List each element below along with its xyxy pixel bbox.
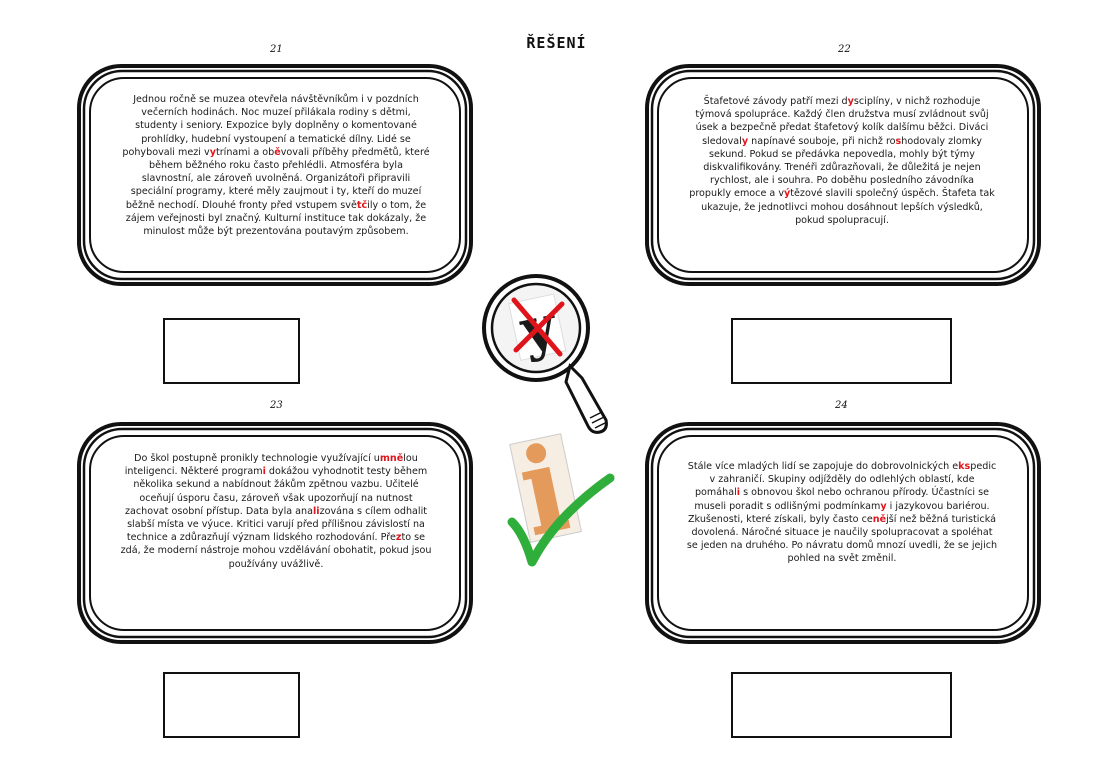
checked-letter: i: [552, 524, 555, 527]
text-segment: Štafetové závody patří mezi d: [703, 96, 848, 107]
highlighted-answer: ý: [784, 188, 791, 200]
text-segment: to se zdá, že moderní nástroje mohou vzdělávání obohatit, pokud jsou používány uvážlivě.: [120, 532, 432, 570]
page-title: ŘEŠENÍ: [526, 34, 587, 52]
highlighted-answer: y: [741, 135, 749, 147]
magnifier-icon: [478, 270, 618, 438]
text-segment: Do škol postupně pronikly technologie využívající u: [134, 453, 380, 464]
highlighted-answer: ě: [274, 146, 281, 158]
exercise-number-23: 23: [270, 400, 283, 411]
text-segment: s obnovou škol nebo ochranou přírody. Účastníci se museli poradit s odlišnými podmínkam: [694, 487, 990, 512]
answer-box-23[interactable]: [163, 672, 300, 738]
text-segment: trínami a ob: [215, 146, 275, 158]
text-segment: sciplíny, v nichž rozhoduje týmová spolupráce. Každý člen družstva musí zvládnout svůj úsek a bezpečně předat štafetový kolík dalšímu běžci. Diváci sledoval: [695, 96, 989, 147]
text-segment: i jazykovou bariérou. Zkušenosti, které získali, byly často ce: [687, 500, 990, 525]
text-segment: ily o tom, že zájem veřejnosti byl značný. Kulturní instituce tak dokázaly, že minulost může být prezentována poutavým způsobem.: [125, 199, 427, 238]
highlighted-answer: y: [209, 146, 216, 158]
highlighted-answer: mně: [379, 453, 404, 464]
highlighted-answer: z: [395, 532, 402, 544]
text-segment: pedic v zahraničí. Skupiny odjížděly do odlehlých oblastí, kde pomáhal: [694, 461, 997, 499]
highlighted-answer: tč: [356, 199, 368, 211]
exercise-text-24: [686, 460, 998, 566]
highlighted-answer: s: [895, 135, 902, 147]
exercise-number-21: 21: [270, 44, 283, 55]
exercise-text-23: [120, 452, 432, 571]
text-segment: jší než běžná turistická dovolená. Náročné situace je naučily spolupracovat a spoléhat se jeden na druhého. Po návratu domů mnozí uvedli, že se jejich pohled na svět změnil.: [686, 513, 998, 565]
text-segment: zována s cílem odhalit slabší místa ve výuce. Kritici varují před přílišnou závislostí na technice a zdůrazňují význam lidského rozhodování. Pře: [126, 505, 428, 544]
text-segment: Stále více mladých lidí se zapojuje do dobrovolnických e: [687, 461, 959, 472]
highlighted-answer: li: [313, 505, 320, 517]
text-segment: hodovaly zlomky sekund. Pokud se předávka nepovedla, mohly být týmy diskvalifikovány. Trenéři zdůrazňovali, že důležitá je nejen rychlost, ale i souhra. Po doběhu posledního závodníka propukly emoce a v: [689, 135, 982, 200]
text-segment: dokážou vyhodnotit testy během několika sekund a nabídnout žákům zpětnou vazbu. Učitelé oceňují úsporu času, zároveň však upozorňují na nutnost zachovat osobní přístup. Data byla ana: [124, 466, 428, 517]
exercise-text-22: [688, 95, 996, 227]
text-segment: vovali příběhy předmětů, které během běžného roku často přehlédli. Atmosféra byla slavnostní, ale zároveň uvolněná. Organizátoři připravili speciální programy, které měly zaujmout i ty, kteří do muzeí běžně nechodí. Dlouhé fronty před vstupem svě: [125, 146, 430, 211]
exercise-number-24: 24: [835, 400, 848, 411]
highlighted-answer: ks: [958, 461, 971, 472]
highlighted-answer: y: [880, 500, 887, 512]
highlighted-answer: i: [736, 487, 741, 499]
text-segment: Jednou ročně se muzea otevřela návštěvníkům i v pozdních večerních hodinách. Noc muzeí přilákala rodiny s dětmi, studenty i seniory. Expozice byly doplněny o komentované prohlídky, hudební vystoupení a tematické dílny. Lidé se pohybovali mezi v: [122, 94, 419, 158]
answer-box-22[interactable]: [731, 318, 952, 384]
highlighted-answer: i: [262, 466, 266, 478]
text-segment: napínavé souboje, při nichž ro: [748, 135, 896, 147]
exercise-number-22: 22: [838, 44, 851, 55]
answer-box-21[interactable]: [163, 318, 300, 384]
checkmark-icon: [506, 430, 616, 570]
answer-box-24[interactable]: [731, 672, 952, 738]
highlighted-answer: ně: [872, 513, 887, 525]
text-segment: tězové slavili společný úspěch. Štafeta tak ukazuje, že jednotlivci mohou dosáhnout lepších výsledků, pokud spolupracují.: [701, 188, 995, 226]
text-segment: lou inteligenci. Některé program: [124, 453, 418, 478]
exercise-text-21: [122, 93, 430, 238]
highlighted-answer: y: [847, 96, 854, 107]
